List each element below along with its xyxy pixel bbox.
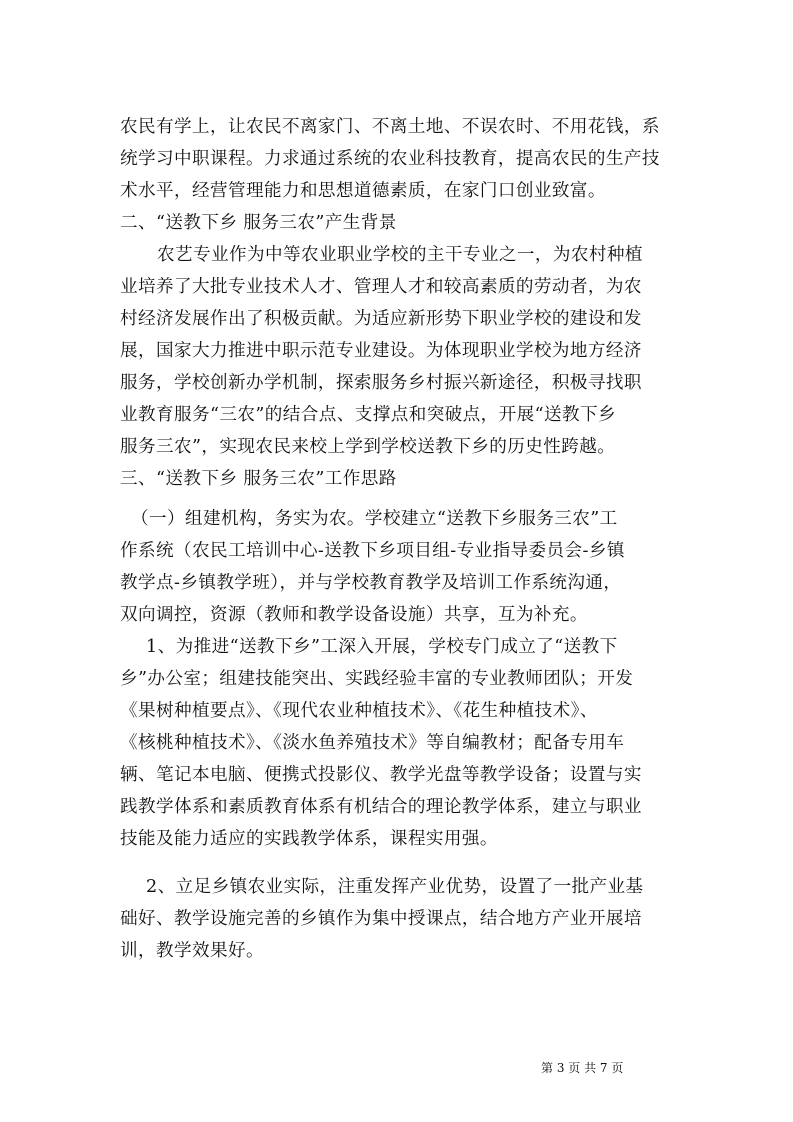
paragraph-line: 辆、笔记本电脑、便携式投影仪、教学光盘等教学设备；设置与实 [120, 765, 642, 785]
paragraph-line: 1、为推进“送教下乡”工深入开展，学校专门成立了“送教下 [146, 637, 618, 657]
section-heading: 三、“送教下乡 服务三农”工作思路 [120, 469, 397, 489]
paragraph-line: 村经济发展作出了积极贡献。为适应新形势下职业学校的建设和发 [120, 309, 642, 329]
paragraph-line: 《核桃种植技术》、《淡水鱼养殖技术》等自编教材；配备专用车 [120, 733, 625, 753]
paragraph-line: 业培养了大批专业技术人才、管理人才和较高素质的劳动者，为农 [120, 277, 642, 297]
paragraph-line: 农民有学上，让农民不离家门、不离土地、不误农时、不用花钱，系 [120, 117, 660, 137]
paragraph-line: 教学点-乡镇教学班），并与学校教育教学及培训工作系统沟通， [120, 573, 622, 593]
paragraph-line: 统学习中职课程。力求通过系统的农业科技教育，提高农民的生产技 [120, 149, 660, 169]
paragraph-line: 践教学体系和素质教育体系有机结合的理论教学体系，建立与职业 [120, 797, 642, 817]
paragraph-line: （一）组建机构，务实为农。学校建立“送教下乡服务三农”工 [131, 509, 618, 529]
paragraph-line: 作系统（农民工培训中心-送教下乡项目组-专业指导委员会-乡镇 [120, 541, 625, 561]
paragraph-line: 训，教学效果好。 [120, 941, 264, 961]
paragraph-line: 2、立足乡镇农业实际，注重发挥产业优势，设置了一批产业基 [146, 877, 644, 897]
paragraph-line: 术水平，经营管理能力和思想道德素质，在家门口创业致富。 [120, 181, 606, 201]
page-number: 第 3 页 共 7 页 [541, 1061, 624, 1075]
paragraph-line: 乡”办公室；组建技能突出、实践经验丰富的专业教师团队；开发 [120, 669, 634, 689]
section-heading: 二、“送教下乡 服务三农”产生背景 [120, 213, 397, 233]
paragraph-line: 技能及能力适应的实践教学体系，课程实用强。 [120, 829, 498, 849]
paragraph-line: 础好、教学设施完善的乡镇作为集中授课点，结合地方产业开展培 [120, 909, 642, 929]
paragraph-line: 农艺专业作为中等农业职业学校的主干专业之一，为农村种植 [157, 245, 643, 265]
paragraph-line: 《果树种植要点》、《现代农业种植技术》、《花生种植技术》、 [120, 701, 598, 721]
paragraph-line: 业教育服务“三农”的结合点、支撑点和突破点，开展“送教下乡 [120, 405, 617, 425]
paragraph-line: 服务，学校创新办学机制，探索服务乡村振兴新途径，积极寻找职 [120, 373, 642, 393]
paragraph-line: 服务三农”，实现农民来校上学到学校送教下乡的历史性跨越。 [120, 437, 616, 457]
paragraph-line: 展，国家大力推进中职示范专业建设。为体现职业学校为地方经济 [120, 341, 642, 361]
paragraph-line: 双向调控，资源（教师和教学设备设施）共享，互为补充。 [120, 605, 588, 625]
